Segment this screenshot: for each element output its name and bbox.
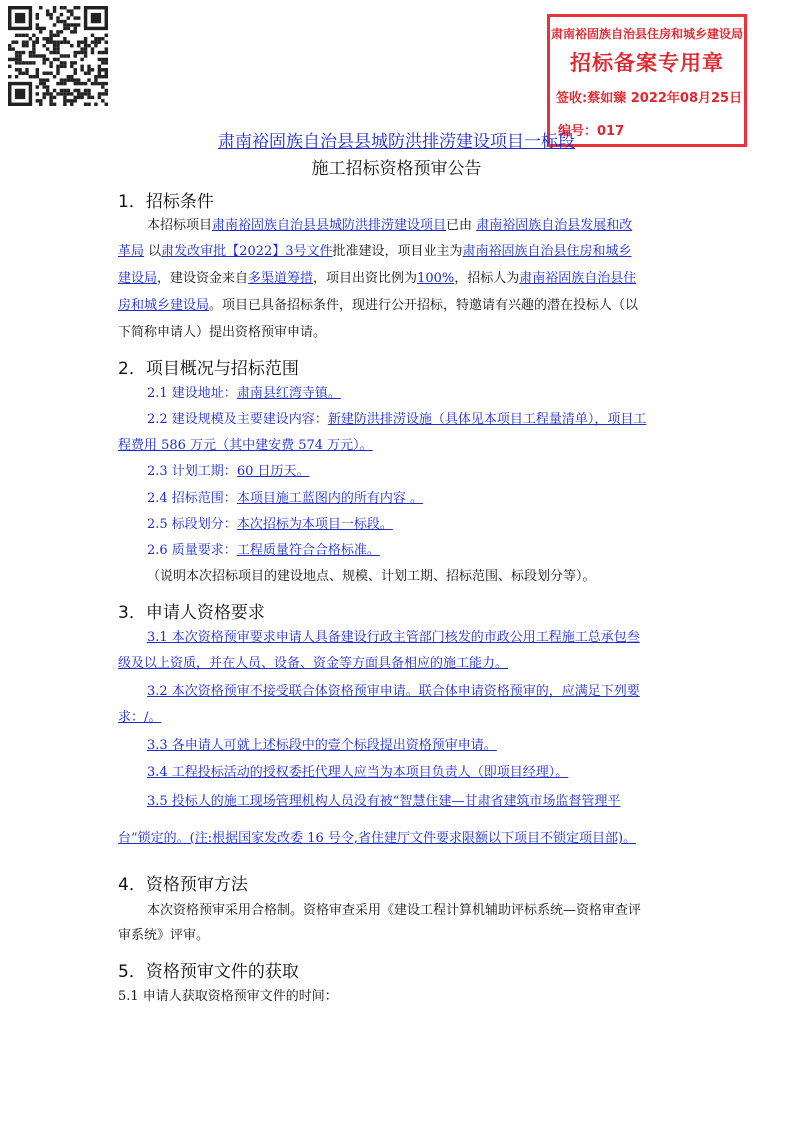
document-subtitle: 施工招标资格预审公告 bbox=[311, 159, 482, 179]
section-1-heading: 1．招标条件 bbox=[118, 192, 214, 212]
section-3-heading: 3．申请人资格要求 bbox=[118, 603, 265, 623]
item-2-2: 2.2 建设规模及主要建设内容：新建防洪排涝设施（具体见本项目工程量清单），项目工 bbox=[147, 412, 647, 427]
section-5-heading: 5．资格预审文件的获取 bbox=[118, 962, 299, 982]
item-3-1-cont: 级及以上资质，并在人员、设备、资金等方面具备相应的施工能力。 bbox=[118, 656, 509, 671]
item-3-5-cont: 台”锁定的。(注:根据国家发改委 16 号令,省住建厅文件要求限额以下项目不锁定项目部)。 bbox=[118, 831, 637, 846]
section-4-line-2: 审系统》评审。 bbox=[118, 928, 210, 943]
section-2-heading: 2．项目概况与招标范围 bbox=[118, 359, 299, 379]
item-3-4: 3.4 工程投标活动的授权委托代理人应当为本项目负责人（即项目经理）。 bbox=[147, 765, 569, 780]
item-2-4: 2.4 招标范围：本项目施工蓝图内的所有内容 。 bbox=[147, 491, 423, 506]
item-3-2: 3.2 本次资格预审不接受联合体资格预审申请。联合体申请资格预审的，应满足下列要 bbox=[147, 684, 640, 699]
section-1-line-2: 革局 以肃发改审批【2022】3号文件批准建设，项目业主为肃南裕固族自治县住房和城乡 bbox=[118, 244, 632, 259]
item-2-6: 2.6 质量要求：工程质量符合合格标准。 bbox=[147, 543, 380, 558]
section-4-heading: 4．资格预审方法 bbox=[118, 875, 248, 895]
item-2-2-cont: 程费用 586 万元（其中建安费 574 万元）。 bbox=[118, 438, 373, 453]
stamp-number: 编号：017 bbox=[558, 124, 625, 139]
qr-code bbox=[8, 6, 108, 106]
section-1-line-1: 本招标项目肃南裕固族自治县县城防洪排涝建设项目已由 肃南裕固族自治县发展和改 bbox=[147, 218, 633, 233]
section-2-note: （说明本次招标项目的建设地点、规模、计划工期、招标范围、标段划分等）。 bbox=[147, 569, 596, 584]
stamp-signature: 签收:蔡如臻 2022年08月25日 bbox=[556, 91, 743, 106]
item-2-5: 2.5 标段划分：本次招标为本项目一标段。 bbox=[147, 517, 393, 532]
section-4-line-1: 本次资格预审采用合格制。资格审查采用《建设工程计算机辅助评标系统—资格审查评 bbox=[147, 903, 642, 918]
section-1-line-3: 建设局，建设资金来自多渠道筹措，项目出资比例为100%，招标人为肃南裕固族自治县住 bbox=[118, 271, 637, 286]
item-2-1: 2.1 建设地址：肃南县红湾寺镇。 bbox=[147, 386, 341, 401]
document-title: 肃南裕固族自治县县城防洪排涝建设项目一标段 bbox=[218, 132, 575, 152]
item-3-1: 3.1 本次资格预审要求申请人具备建设行政主管部门核发的市政公用工程施工总承包叁 bbox=[147, 630, 640, 645]
section-1-line-4: 房和城乡建设局。项目已具备招标条件，现进行公开招标，特邀请有兴趣的潜在投标人（以 bbox=[118, 298, 639, 313]
section-5-line-1: 5.1 申请人获取资格预审文件的时间： bbox=[118, 989, 338, 1004]
stamp-name: 招标备案专用章 bbox=[570, 51, 724, 75]
item-3-5: 3.5 投标人的施工现场管理机构人员没有被“智慧住建—甘肃省建筑市场监督管理平 bbox=[147, 794, 621, 809]
section-1-line-5: 下简称申请人）提出资格预审申请。 bbox=[118, 325, 327, 340]
item-2-3: 2.3 计划工期：60 日历天。 bbox=[147, 464, 310, 479]
item-3-2-cont: 求：/。 bbox=[118, 710, 162, 725]
item-3-3: 3.3 各申请人可就上述标段中的壹个标段提出资格预审申请。 bbox=[147, 738, 497, 753]
stamp-org: 肃南裕固族自治县住房和城乡建设局 bbox=[550, 27, 743, 41]
